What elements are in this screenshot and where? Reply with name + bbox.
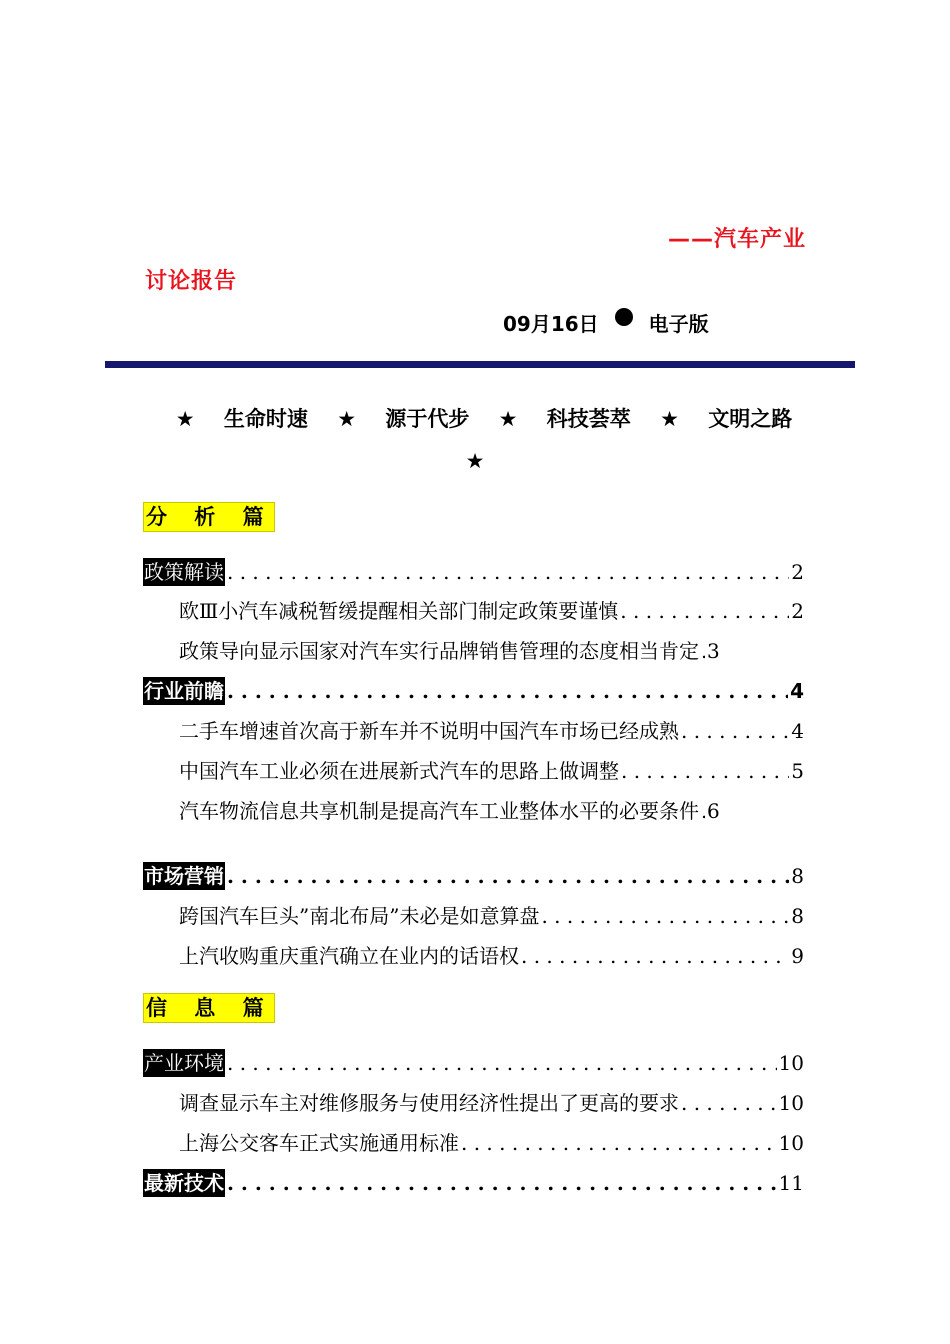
star-icon: ★ bbox=[660, 407, 679, 431]
toc-leader-dots bbox=[620, 597, 789, 625]
toc-leader-dots bbox=[521, 942, 789, 970]
toc-entry-title: 二手车增速首次高于新车并不说明中国汽车市场已经成熟 bbox=[179, 719, 679, 743]
toc-leader-dots bbox=[227, 1049, 777, 1077]
toc-entry-row[interactable] bbox=[179, 757, 804, 785]
toc-leader-dots bbox=[227, 677, 788, 705]
toc-leader-dots bbox=[681, 717, 789, 745]
star-icon: ★ bbox=[337, 407, 357, 431]
toc-leader-dots bbox=[621, 757, 789, 785]
toc-page-number: 8 bbox=[791, 904, 804, 928]
section-heading-information bbox=[143, 993, 275, 1023]
toc-page-number: 8 bbox=[791, 864, 804, 888]
toc-entry-title: 欧Ⅲ小汽车减税暂缓提醒相关部门制定政策要谨慎 bbox=[179, 599, 619, 623]
toc-leader-dots bbox=[701, 637, 705, 665]
slogan-item: 生命时速 bbox=[223, 407, 308, 431]
toc-category-row[interactable] bbox=[143, 1049, 804, 1077]
section-heading-label: 分 析 篇 bbox=[143, 502, 275, 532]
toc-entry-title: 调查显示车主对维修服务与使用经济性提出了更高的要求 bbox=[179, 1091, 679, 1115]
section-heading-label: 信 息 篇 bbox=[143, 993, 275, 1023]
slogan-item: 科技荟萃 bbox=[546, 407, 631, 431]
header-divider bbox=[105, 361, 855, 368]
toc-page-number: 2 bbox=[791, 560, 804, 584]
slogan-item: 文明之路 bbox=[708, 407, 793, 431]
toc-page-number: 4 bbox=[791, 719, 804, 743]
toc-entry-title: 政策导向显示国家对汽车实行品牌销售管理的态度相当肯定 bbox=[179, 639, 699, 663]
toc-page-number: 11 bbox=[778, 1171, 804, 1195]
toc-page-number: 10 bbox=[778, 1091, 804, 1115]
toc-entry-title: 汽车物流信息共享机制是提高汽车工业整体水平的必要条件 bbox=[179, 799, 699, 823]
toc-page-number: 9 bbox=[791, 944, 804, 968]
bullet-dot-icon bbox=[615, 308, 633, 326]
issue-date: 09月16日 bbox=[503, 312, 599, 336]
toc-category-label: 产业环境 bbox=[144, 1051, 224, 1075]
issue-dateline bbox=[503, 308, 709, 337]
star-icon: ★ bbox=[465, 449, 485, 473]
toc-page-number: 10 bbox=[778, 1051, 804, 1075]
toc-leader-dots bbox=[461, 1129, 777, 1157]
toc-leader-dots bbox=[701, 797, 705, 825]
toc-page-number: 10 bbox=[778, 1131, 804, 1155]
toc-category-label: 行业前瞻 bbox=[144, 679, 224, 703]
section-heading-analysis bbox=[143, 502, 275, 532]
toc-entry-title: 中国汽车工业必须在进展新式汽车的思路上做调整 bbox=[179, 759, 619, 783]
toc-entry-row[interactable] bbox=[179, 797, 804, 825]
toc-category-row[interactable] bbox=[143, 558, 804, 586]
toc-leader-dots bbox=[227, 1169, 777, 1197]
star-icon: ★ bbox=[498, 407, 518, 431]
toc-category-label: 市场营销 bbox=[144, 864, 224, 888]
toc-category-row[interactable] bbox=[143, 862, 804, 890]
toc-leader-dots bbox=[227, 862, 789, 890]
toc-page-number: 3 bbox=[707, 639, 720, 663]
toc-category-row[interactable] bbox=[143, 1169, 804, 1197]
slogan-item: 源于代步 bbox=[385, 407, 470, 431]
toc-entry-row[interactable] bbox=[179, 597, 804, 625]
toc-entry-row[interactable] bbox=[179, 1089, 804, 1117]
edition-label: 电子版 bbox=[648, 312, 709, 336]
toc-leader-dots bbox=[227, 558, 789, 586]
toc-page-number: 2 bbox=[791, 599, 804, 623]
toc-entry-title: 上汽收购重庆重汽确立在业内的话语权 bbox=[179, 944, 519, 968]
toc-entry-row[interactable] bbox=[179, 942, 804, 970]
toc-page-number: 5 bbox=[791, 759, 804, 783]
toc-entry-row[interactable] bbox=[179, 637, 804, 665]
slogan-banner bbox=[105, 398, 845, 482]
toc-leader-dots bbox=[541, 902, 789, 930]
toc-category-label: 政策解读 bbox=[144, 560, 224, 584]
toc-entry-row[interactable] bbox=[179, 902, 804, 930]
toc-category-label: 最新技术 bbox=[144, 1171, 224, 1195]
toc-entry-row[interactable] bbox=[179, 1129, 804, 1157]
toc-entry-row[interactable] bbox=[179, 717, 804, 745]
report-title-line1: ——汽车产业 bbox=[668, 227, 807, 252]
toc-category-row[interactable] bbox=[143, 677, 804, 705]
star-icon: ★ bbox=[175, 407, 195, 431]
report-title-line2: 讨论报告 bbox=[145, 269, 238, 294]
toc-leader-dots bbox=[681, 1089, 777, 1117]
toc-entry-title: 跨国汽车巨头”南北布局”未必是如意算盘 bbox=[179, 904, 540, 928]
toc-page-number: 4 bbox=[790, 679, 804, 703]
toc-entry-title: 上海公交客车正式实施通用标准 bbox=[179, 1131, 459, 1155]
toc-page-number: 6 bbox=[707, 799, 720, 823]
